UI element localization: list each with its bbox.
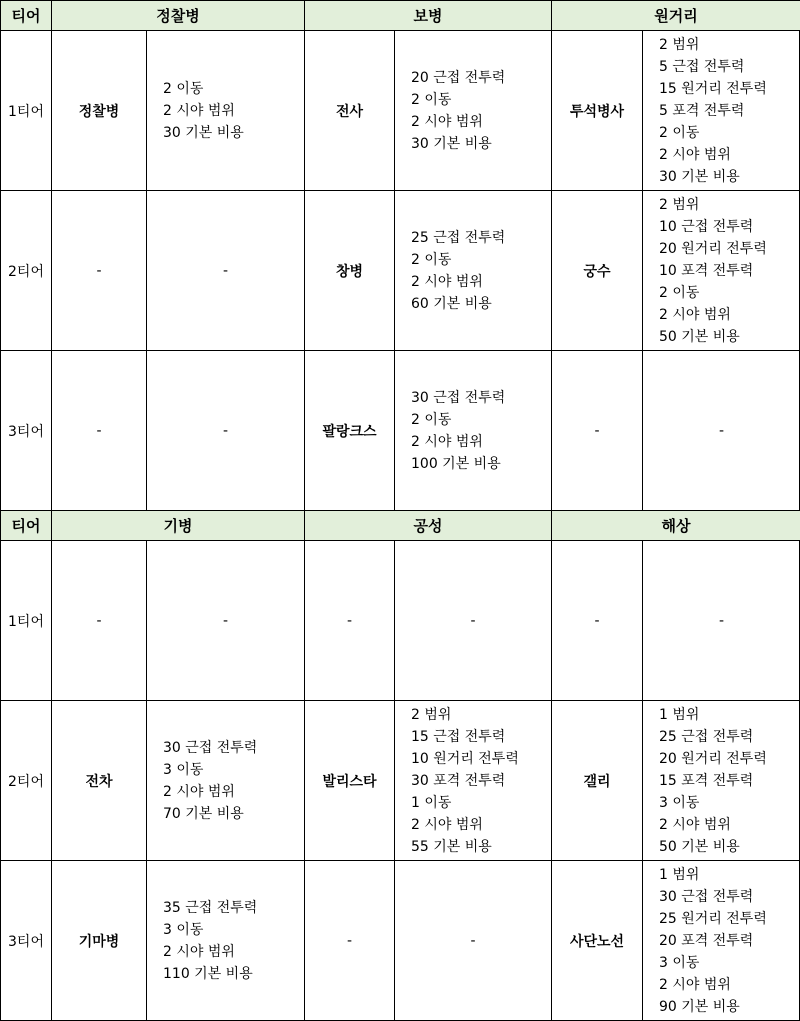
header-category: 공성: [304, 510, 551, 540]
unit-stat-line: 20 근접 전투력: [411, 69, 506, 86]
tier-label: 3티어: [0, 860, 51, 1021]
unit-stat-line: 10 원거리 전투력: [411, 750, 519, 767]
unit-stats: [394, 190, 551, 350]
unit-stat-line: 3 이동: [659, 794, 700, 811]
header-category: 기병: [51, 510, 304, 540]
unit-stat-line: 30 기본 비용: [659, 168, 740, 185]
unit-stat-line: 2 이동: [659, 284, 700, 301]
unit-name: 전차: [51, 700, 146, 860]
unit-stat-line: 2 이동: [411, 411, 452, 428]
unit-stats: [394, 30, 551, 190]
unit-stat-line: 20 포격 전투력: [659, 933, 754, 949]
unit-stats: [146, 700, 304, 860]
unit-name: 발리스타: [304, 700, 394, 860]
unit-name-empty: -: [304, 540, 394, 700]
unit-stat-line: 2 시야 범위: [659, 146, 731, 163]
unit-stat-line: 30 근접 전투력: [163, 739, 258, 756]
unit-name-empty: -: [51, 190, 146, 350]
unit-stat-line: 3 이동: [659, 955, 700, 971]
unit-stat-line: 30 근접 전투력: [411, 389, 506, 406]
unit-stats: [146, 30, 304, 190]
tier-label: 1티어: [0, 30, 51, 190]
unit-stat-line: 2 시야 범위: [163, 783, 235, 800]
unit-stat-line: 2 시야 범위: [659, 306, 731, 323]
unit-stat-line: 10 포격 전투력: [659, 262, 754, 279]
header-tier-label: 티어: [0, 0, 51, 30]
unit-stat-line: 30 기본 비용: [411, 135, 492, 152]
unit-stat-line: 30 기본 비용: [163, 124, 244, 141]
unit-stat-line: 2 시야 범위: [411, 433, 483, 450]
unit-stat-line: 15 원거리 전투력: [659, 80, 767, 97]
unit-stat-line: 2 시야 범위: [163, 944, 235, 960]
unit-name-empty: -: [304, 860, 394, 1021]
unit-stat-line: 1 이동: [411, 794, 452, 811]
unit-name-empty: -: [51, 350, 146, 510]
unit-stat-line: 2 범위: [659, 196, 700, 213]
unit-stat-line: 3 이동: [163, 922, 204, 938]
header-category: 보병: [304, 0, 551, 30]
header-tier-label: 티어: [0, 510, 51, 540]
unit-stat-line: 10 근접 전투력: [659, 218, 754, 235]
unit-stats-empty: -: [642, 350, 800, 510]
unit-stat-line: 15 근접 전투력: [411, 728, 506, 745]
unit-stat-line: 1 범위: [659, 706, 700, 723]
unit-stats: [394, 700, 551, 860]
unit-name: 투석병사: [551, 30, 642, 190]
unit-stat-line: 50 기본 비용: [659, 838, 740, 855]
unit-stats: [146, 860, 304, 1021]
unit-stat-line: 50 기본 비용: [659, 328, 740, 345]
unit-stat-line: 25 근접 전투력: [411, 229, 506, 246]
unit-stat-line: 2 범위: [411, 706, 452, 723]
unit-stat-line: 2 이동: [163, 80, 204, 97]
unit-stats-empty: -: [146, 190, 304, 350]
unit-name: 궁수: [551, 190, 642, 350]
unit-name-empty: -: [551, 540, 642, 700]
unit-stats: [642, 700, 800, 860]
unit-stat-line: 2 시야 범위: [411, 273, 483, 290]
unit-stats: [394, 350, 551, 510]
unit-stats: [642, 30, 800, 190]
unit-name: 기마병: [51, 860, 146, 1021]
unit-stats: [642, 190, 800, 350]
unit-stat-line: 30 포격 전투력: [411, 772, 506, 789]
unit-stat-line: 30 근접 전투력: [659, 889, 754, 905]
unit-name: 갤리: [551, 700, 642, 860]
unit-stat-line: 5 근접 전투력: [659, 58, 745, 75]
unit-stat-line: 90 기본 비용: [659, 999, 740, 1015]
unit-stat-line: 2 시야 범위: [411, 816, 483, 833]
tier-label: 2티어: [0, 190, 51, 350]
unit-name: 전사: [304, 30, 394, 190]
unit-stats-empty: -: [146, 540, 304, 700]
unit-stat-line: 2 시야 범위: [659, 977, 731, 993]
tier-label: 3티어: [0, 350, 51, 510]
header-category: 정찰병: [51, 0, 304, 30]
unit-stat-line: 2 이동: [411, 91, 452, 108]
unit-stat-line: 2 이동: [659, 124, 700, 141]
unit-stat-line: 25 원거리 전투력: [659, 911, 767, 927]
unit-stats-empty: -: [642, 540, 800, 700]
unit-stats-empty: -: [394, 860, 551, 1021]
unit-name: 팔랑크스: [304, 350, 394, 510]
unit-stat-line: 20 원거리 전투력: [659, 240, 767, 257]
unit-stat-line: 100 기본 비용: [411, 455, 501, 472]
unit-stat-line: 20 원거리 전투력: [659, 750, 767, 767]
unit-stat-line: 3 이동: [163, 761, 204, 778]
unit-stats-empty: -: [146, 350, 304, 510]
header-category: 원거리: [551, 0, 800, 30]
unit-stat-line: 2 이동: [411, 251, 452, 268]
unit-stat-line: 2 시야 범위: [411, 113, 483, 130]
header-category: 해상: [551, 510, 800, 540]
unit-stat-line: 5 포격 전투력: [659, 102, 745, 119]
unit-stats-empty: -: [394, 540, 551, 700]
unit-name: 정찰병: [51, 30, 146, 190]
unit-stat-line: 15 포격 전투력: [659, 772, 754, 789]
unit-stat-line: 2 시야 범위: [659, 816, 731, 833]
unit-stat-line: 2 범위: [659, 36, 700, 53]
unit-stat-line: 60 기본 비용: [411, 295, 492, 312]
unit-stat-line: 2 시야 범위: [163, 102, 235, 119]
unit-stat-line: 70 기본 비용: [163, 805, 244, 822]
unit-name-empty: -: [51, 540, 146, 700]
unit-stat-line: 110 기본 비용: [163, 966, 253, 982]
unit-stats: [642, 860, 800, 1021]
unit-name-empty: -: [551, 350, 642, 510]
tier-label: 1티어: [0, 540, 51, 700]
unit-stat-line: 25 근접 전투력: [659, 728, 754, 745]
unit-stat-line: 55 기본 비용: [411, 838, 492, 855]
unit-stat-line: 1 범위: [659, 867, 700, 883]
unit-name: 창병: [304, 190, 394, 350]
tier-label: 2티어: [0, 700, 51, 860]
unit-stat-line: 35 근접 전투력: [163, 900, 258, 916]
unit-name: 사단노선: [551, 860, 642, 1021]
